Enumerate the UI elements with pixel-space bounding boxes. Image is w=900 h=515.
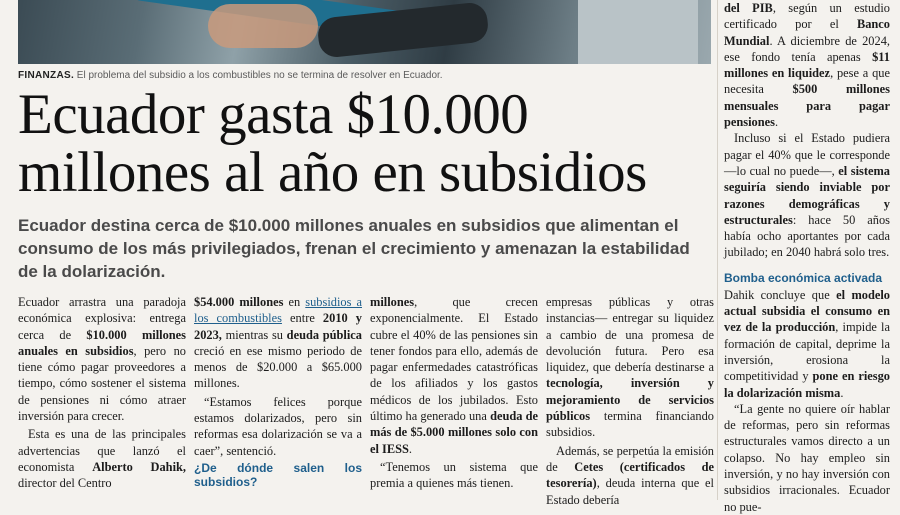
caption-text: El problema del subsidio a los combustibles no se termina de resolver en Ecuador. bbox=[74, 70, 443, 81]
sidebar-paragraph-2: Incluso si el Estado pudiera pagar el 40% que le corresponde —lo cual no puede—, el sistema seguiría siendo inviable por razones demográficas y estructurales: hace 50 años había ocho aportantes por cada jubilado; en 2040 habrá solo tres. bbox=[724, 131, 890, 260]
col4-paragraph-2: Además, se perpetúa la emisión de Cetes (certificados de tesorería), deuda interna que el Estado debería bbox=[546, 443, 714, 507]
col1-paragraph-2: Esta es una de las principales advertencias que lanzó el economista Alberto Dahik, director del Centro bbox=[18, 427, 187, 491]
sidebar-paragraph-3: Dahik concluye que el modelo actual subsidia el consumo en vez de la producción, impide la formación de capital, deprime la inversión, erosiona la competitividad y pone en riesgo la dolarización misma. bbox=[724, 287, 890, 400]
hand bbox=[208, 4, 318, 48]
column-3 bbox=[370, 294, 538, 494]
sidebar-subhead: Bomba económica activada bbox=[724, 270, 883, 285]
column-1 bbox=[18, 294, 186, 494]
col2-subhead: ¿De dónde salen los subsidios? bbox=[194, 460, 362, 489]
col1-paragraph-1: Ecuador arrastra una paradoja económica explosiva: entrega cerca de $10.000 millones anuales en subsidios, pero no tiene cómo pagar proveedores a tiempo, cómo sostener el sistema de pensiones ni cómo atraer inversión para crecer. bbox=[18, 295, 187, 424]
sidebar-divider bbox=[717, 0, 718, 500]
headline-line2: millones al año en subsidios bbox=[18, 141, 647, 204]
sidebar-paragraph-4: “La gente no quiere oír hablar de reformas, pero sin reformas estructurales vamos directo a un colapso. No hay empleo sin inversión, y no hay inversión con subsidios irracionales. Ecuador no pue- bbox=[724, 401, 890, 514]
headline-line1: Ecuador gasta $10.000 bbox=[18, 83, 529, 146]
fuel-pump bbox=[578, 0, 698, 64]
col4-paragraph-1: empresas públicas y otras instancias— entregar su liquidez a cambio de una promesa de devolución futura. Pero esa liquidez, que debería destinarse a tecnología, inversión y mejoramiento de servicios públicos termina financiando subsidios. bbox=[546, 295, 714, 440]
column-4 bbox=[546, 294, 714, 510]
column-2 bbox=[194, 294, 362, 491]
col2-paragraph-2: “Estamos felices porque estamos dolarizados, pero sin reformas esa dolarización se va a caer”, sentenció. bbox=[194, 394, 362, 458]
sidebar-column bbox=[724, 0, 890, 515]
col3-paragraph-1: millones, que crecen exponencialmente. El Estado cubre el 40% de las pensiones sin tener fondos para ello, además de pagar enfermedades catastróficas de los afiliados y los gastos médicos de los jubilados. Esto último ha generado una deuda de más de $5.000 millones solo con el IESS. bbox=[370, 295, 538, 456]
article-deck: Ecuador destina cerca de $10.000 millones anuales en subsidios que alimentan el consumo de los más privilegiados, frenan el crecimiento y amenazan la estabilidad de la dolarización. bbox=[18, 216, 690, 281]
caption-section: FINANZAS. bbox=[18, 70, 75, 81]
photo-caption bbox=[18, 70, 718, 81]
headline bbox=[18, 83, 718, 204]
col3-paragraph-2: “Tenemos un sistema que premia a quienes más tienen. bbox=[370, 459, 538, 491]
col2-paragraph-1: $54.000 millones en subsidios a los combustibles entre 2010 y 2023, mientras su deuda pública creció en ese mismo periodo de menos de $20.000 a $65.000 millones. bbox=[194, 295, 362, 391]
sidebar-paragraph-1: del PIB, según un estudio certificado por el Banco Mundial. A diciembre de 2024, ese fondo tenía apenas $11 millones en liquidez, pese a que necesita $500 millones mensuales para pagar pensiones. bbox=[724, 1, 891, 130]
subsidies-link[interactable]: subsidios a los combustibles bbox=[194, 295, 362, 326]
article-photo bbox=[18, 0, 711, 64]
